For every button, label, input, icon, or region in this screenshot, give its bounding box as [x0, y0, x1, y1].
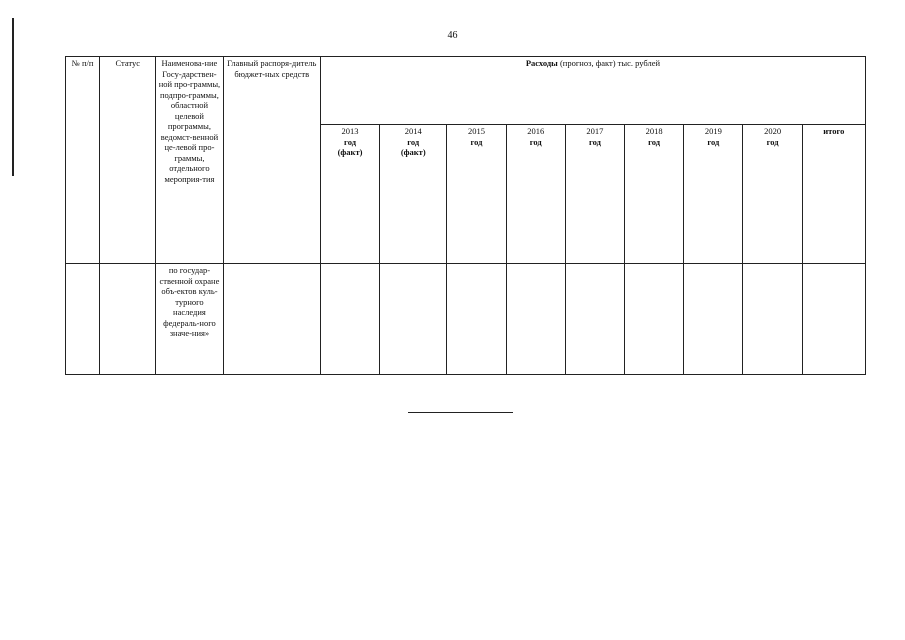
year-label: год — [344, 136, 356, 147]
year-label: год — [407, 136, 420, 147]
header-status: Статус — [100, 57, 156, 264]
row-name-cell: по государ-ственной охране объ-ектов куль-турного наследия федераль-ного значе-ния» — [156, 264, 223, 375]
year-number: 2018 — [645, 126, 663, 136]
row-value-2020 — [743, 264, 802, 375]
header-num: № п/п — [66, 57, 100, 264]
year-label: год — [529, 136, 542, 147]
year-col-2014 — [380, 125, 447, 264]
row-value-2013 — [320, 264, 379, 375]
header-expenses — [320, 57, 865, 125]
year-number: 2016 — [527, 126, 545, 136]
year-col-2018 — [625, 125, 684, 264]
year-note: (факт) — [337, 147, 363, 157]
end-rule — [408, 412, 513, 413]
row-value-2015 — [447, 264, 506, 375]
year-number: 2017 — [586, 126, 604, 136]
row-value-2018 — [625, 264, 684, 375]
row-num-cell — [66, 264, 100, 375]
year-col-2017 — [565, 125, 624, 264]
header-manager: Главный распоря-дитель бюджет-ных средств — [223, 57, 320, 264]
header-expenses-bold: Расходы — [525, 58, 558, 68]
year-label: год — [707, 136, 720, 147]
year-col-2016 — [506, 125, 565, 264]
row-status-cell — [100, 264, 156, 375]
year-number: 2015 — [467, 126, 485, 136]
margin-line — [12, 18, 14, 176]
row-manager-cell — [223, 264, 320, 375]
year-number: 2013 — [341, 126, 359, 136]
row-value-total — [802, 264, 865, 375]
header-total: итого — [802, 125, 865, 264]
year-label: год — [470, 136, 483, 147]
row-value-2014 — [380, 264, 447, 375]
row-value-2017 — [565, 264, 624, 375]
year-col-2019 — [684, 125, 743, 264]
year-number: 2020 — [764, 126, 782, 136]
expenses-table — [65, 56, 866, 375]
header-name: Наименова-ние Госу-дарствен-ной про-граммы, подпро-граммы, областной целевой программы, ведомст-венной це-левой про-граммы, отдельного мероприя-тия — [156, 57, 223, 264]
year-col-2020 — [743, 125, 802, 264]
year-label: год — [588, 136, 601, 147]
year-col-2013 — [320, 125, 379, 264]
year-col-2015 — [447, 125, 506, 264]
year-label: год — [648, 136, 661, 147]
row-value-2019 — [684, 264, 743, 375]
year-note: (факт) — [400, 147, 426, 157]
year-number: 2019 — [704, 126, 722, 136]
page-number: 46 — [447, 30, 458, 41]
year-number: 2014 — [404, 126, 422, 136]
header-expenses-rest: (прогноз, факт) тыс. рублей — [557, 58, 661, 68]
year-label: год — [766, 136, 779, 147]
row-value-2016 — [506, 264, 565, 375]
